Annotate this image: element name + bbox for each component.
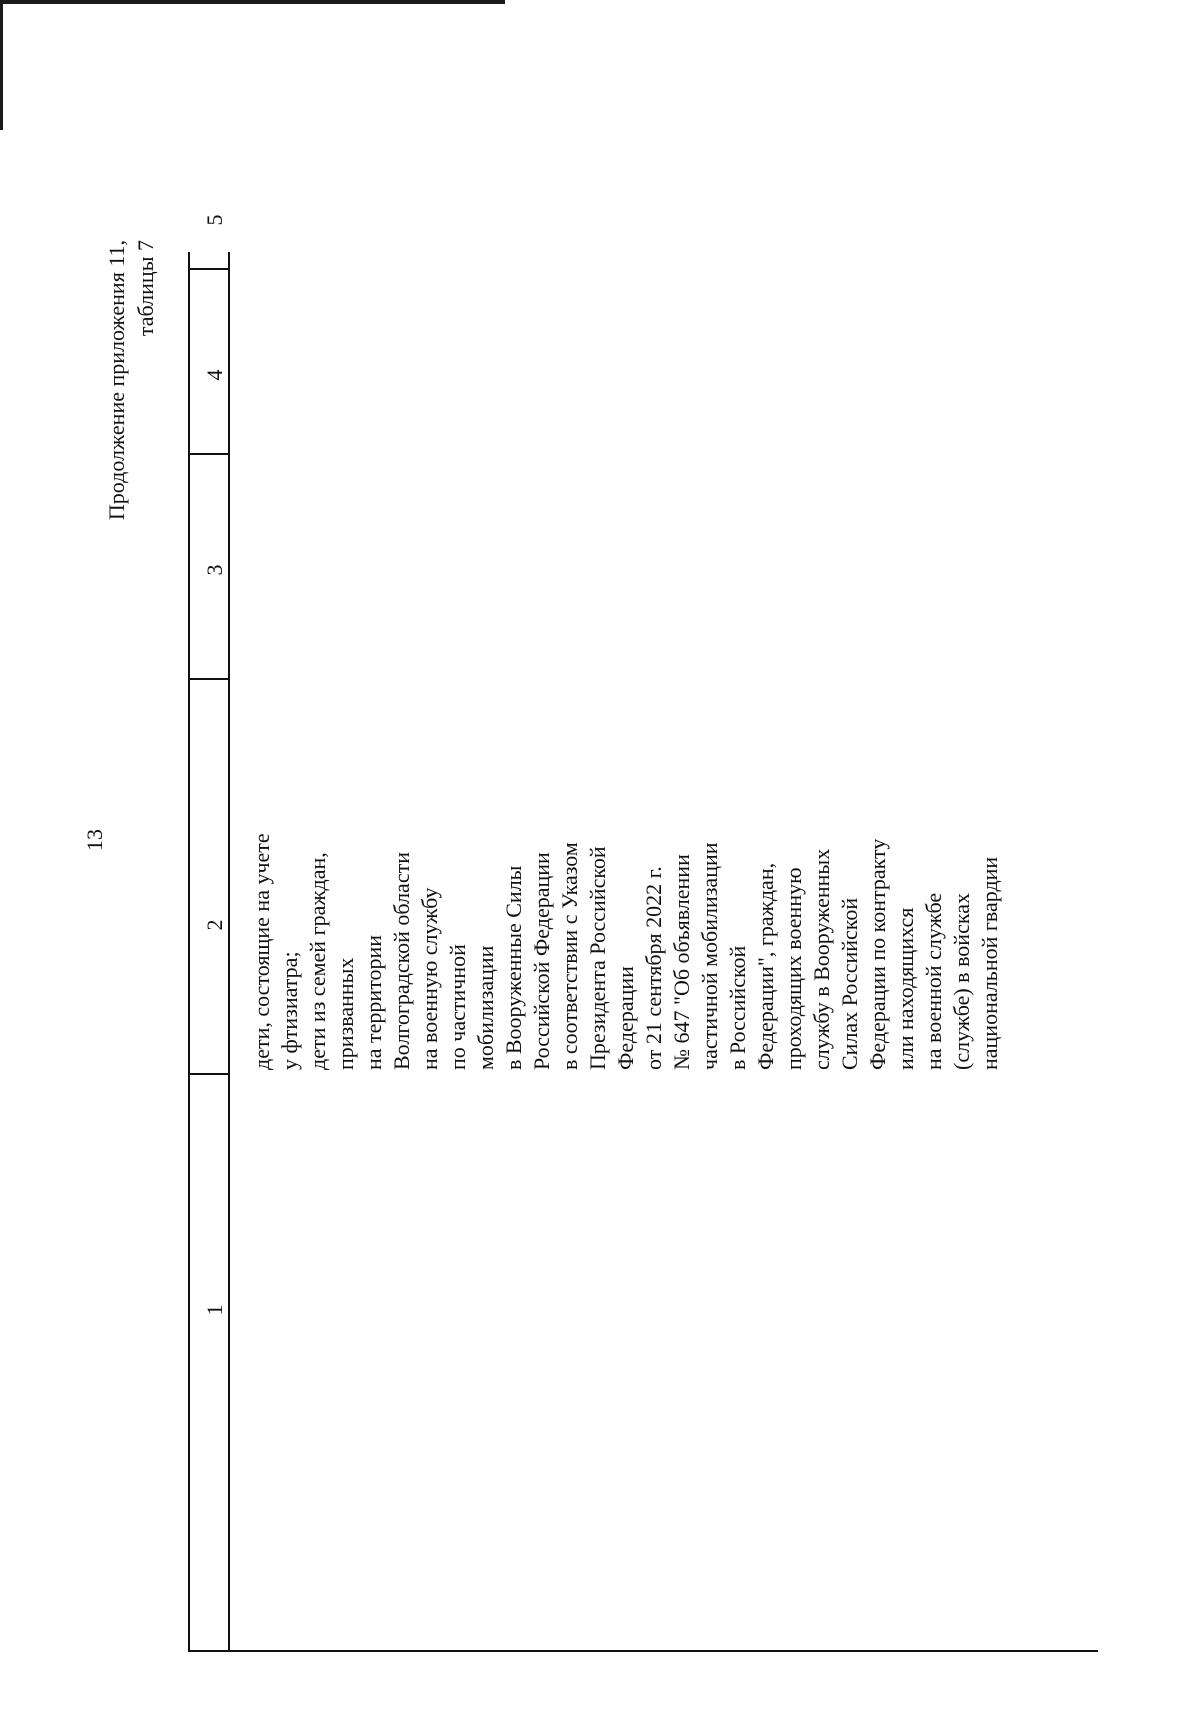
document-page xyxy=(80,214,1100,1680)
column-divider-4 xyxy=(188,268,230,270)
column-divider-1 xyxy=(188,1073,230,1075)
scan-edge-left xyxy=(0,0,3,130)
continuation-line-2: таблицы 7 xyxy=(133,240,158,337)
table-header-rule xyxy=(228,252,230,1652)
scan-edge-top xyxy=(0,0,505,4)
table-left-edge xyxy=(188,1650,1098,1652)
page-number: 13 xyxy=(82,829,107,851)
continuation-line-1: Продолжение приложения 11, xyxy=(104,240,129,521)
table-top-rule xyxy=(188,252,190,1652)
column-number-4: 4 xyxy=(202,369,227,381)
continuation-header xyxy=(102,240,160,620)
column-divider-3 xyxy=(188,453,230,455)
column-number-1: 1 xyxy=(202,1304,227,1316)
table-cell-column-2: дети, состоящие на учете у фтизиатра; дети из семей граждан, призванных на территории Волгоградской области на военную службу по частичной мобилизации в Вооруженные Силы Российской Федерации в соответствии с Указом Президента Российской Федерации от 21 сентября 2022 г. № 647 "Об объявлении частичной мобилизации в Российской Федерации", граждан, проходящих военную службу в Вооруженных Силах Российской Федерации по контракту или находящихся на военной службе (службе) в войсках национальной гвардии xyxy=(249,833,1002,1070)
column-number-3: 3 xyxy=(202,564,227,576)
column-number-5: 5 xyxy=(202,214,227,226)
column-divider-2 xyxy=(188,678,230,680)
column-number-2: 2 xyxy=(202,919,227,931)
